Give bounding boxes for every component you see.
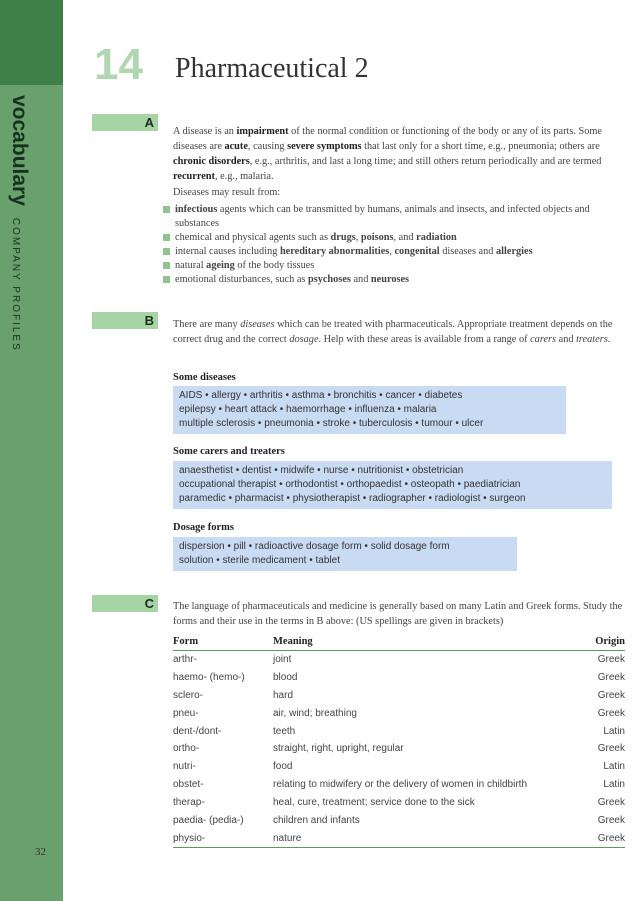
form-cell: paedia- (pedia-) xyxy=(173,814,244,826)
list-item-text: emotional disturbances, such as psychoses and neuroses xyxy=(175,274,410,285)
dosage-line: solution • sterile medicament • tablet xyxy=(179,555,340,566)
meaning-cell: children and infants xyxy=(273,814,360,826)
section-a-paragraph: A disease is an impairment of the normal condition or functioning of the body or any of its parts. Some diseases are acute, causing severe symptoms that last only for a short time, e.g., pneumonia; others are chronic disorders, e.g., arthritis, and last a long time; and still others return periodically and are termed recurrent, e.g., malaria. xyxy=(173,126,602,182)
form-cell: therap- xyxy=(173,797,205,809)
unit-number: 14 xyxy=(94,40,143,89)
column-header-form: Form xyxy=(173,636,273,651)
origin-cell: Greek xyxy=(597,743,625,755)
section-b-letter: B xyxy=(144,313,154,328)
section-c-paragraph: The language of pharmaceuticals and medicine is generally based on many Latin and Greek forms. Study the forms and their use in the terms in B above: (US spellings are given in brackets) xyxy=(173,601,623,627)
table-row xyxy=(173,812,625,830)
section-c-marker xyxy=(92,595,158,612)
section-a-cause-list xyxy=(163,203,623,287)
section-b-marker xyxy=(92,312,158,329)
list-item xyxy=(163,203,623,231)
sidebar-vocabulary-label: vocabulary xyxy=(8,95,31,206)
page-number: 32 xyxy=(35,846,46,858)
square-bullet-icon xyxy=(163,276,170,283)
diseases-heading: Some diseases xyxy=(173,372,236,383)
dosage-line: dispersion • pill • radioactive dosage form • solid dosage form xyxy=(179,541,450,552)
table-row xyxy=(173,686,625,704)
carers-line: occupational therapist • orthodontist • orthopaedist • osteopath • paediatrician xyxy=(179,479,521,490)
table-row xyxy=(173,668,625,686)
dosage-heading: Dosage forms xyxy=(173,522,234,533)
meaning-cell: air, wind; breathing xyxy=(273,707,357,719)
meaning-cell: food xyxy=(273,761,293,773)
column-header-meaning: Meaning xyxy=(273,636,573,651)
form-cell: sclero- xyxy=(173,689,204,701)
form-cell: obstet- xyxy=(173,779,204,791)
diseases-line: multiple sclerosis • pneumonia • stroke • tuberculosis • tumour • ulcer xyxy=(179,418,484,429)
form-cell: haemo- (hemo-) xyxy=(173,671,245,683)
table-row xyxy=(173,704,625,722)
diseases-line: AIDS • allergy • arthritis • asthma • bronchitis • cancer • diabetes xyxy=(179,390,463,401)
list-item-text: internal causes including hereditary abnormalities, congenital diseases and allergies xyxy=(175,246,533,257)
diseases-line: epilepsy • heart attack • haemorrhage • influenza • malaria xyxy=(179,404,437,415)
table-header-row xyxy=(173,636,625,651)
carers-line: anaesthetist • dentist • midwife • nurse • nutritionist • obstetrician xyxy=(179,465,464,476)
origin-cell: Greek xyxy=(597,814,625,826)
origin-cell: Greek xyxy=(597,689,625,701)
form-cell: ortho- xyxy=(173,743,200,755)
meaning-cell: heal, cure, treatment; service done to the sick xyxy=(273,797,475,809)
word-forms-table xyxy=(173,636,625,848)
meaning-cell: joint xyxy=(273,654,292,666)
diseases-word-box xyxy=(173,386,566,434)
carers-word-box xyxy=(173,461,612,509)
form-cell: dent-/dont- xyxy=(173,725,222,737)
origin-cell: Latin xyxy=(603,725,625,737)
table-row xyxy=(173,776,625,794)
list-item xyxy=(163,273,623,287)
origin-cell: Latin xyxy=(603,779,625,791)
meaning-cell: straight, right, upright, regular xyxy=(273,743,404,755)
table-row xyxy=(173,740,625,758)
carers-heading: Some carers and treaters xyxy=(173,446,285,457)
sidebar-top-block xyxy=(0,0,63,85)
meaning-cell: nature xyxy=(273,829,573,847)
list-item xyxy=(163,245,623,259)
table-row xyxy=(173,758,625,776)
section-a-letter: A xyxy=(144,115,154,130)
list-item xyxy=(163,231,623,245)
sidebar-company-profiles-label: COMPANY PROFILES xyxy=(10,217,21,352)
origin-cell: Greek xyxy=(597,654,625,666)
form-cell: physio- xyxy=(173,829,273,847)
table-row xyxy=(173,722,625,740)
page-title: Pharmaceutical 2 xyxy=(175,53,369,84)
meaning-cell: hard xyxy=(273,689,294,701)
list-item-text: infectious agents which can be transmitted by humans, animals and insects, and infected objects and substances xyxy=(175,204,590,229)
square-bullet-icon xyxy=(163,206,170,213)
green-sidebar xyxy=(0,0,63,901)
dosage-word-box xyxy=(173,537,517,571)
list-item xyxy=(163,259,623,273)
table-row xyxy=(173,829,625,847)
meaning-cell: blood xyxy=(273,671,298,683)
list-item-text: natural ageing of the body tissues xyxy=(175,260,315,271)
section-a-marker xyxy=(92,114,158,131)
sidebar-label xyxy=(7,95,31,352)
section-c-letter: C xyxy=(144,596,154,611)
origin-cell: Greek xyxy=(573,829,625,847)
list-item-text: chemical and physical agents such as drugs, poisons, and radiation xyxy=(175,232,457,243)
column-header-origin: Origin xyxy=(573,636,625,651)
table-row xyxy=(173,794,625,812)
square-bullet-icon xyxy=(163,262,170,269)
carers-line: paramedic • pharmacist • physiotherapist • radiographer • radiologist • surgeon xyxy=(179,493,526,504)
meaning-cell: teeth xyxy=(273,725,296,737)
meaning-cell: relating to midwifery or the delivery of women in childbirth xyxy=(273,779,527,791)
section-b-paragraph: There are many diseases which can be treated with pharmaceuticals. Appropriate treatment depends on the correct drug and the correct dosage. Help with these areas is available from a range of carers and treaters. xyxy=(173,319,613,345)
origin-cell: Greek xyxy=(597,707,625,719)
section-a-intro: Diseases may result from: xyxy=(173,187,281,198)
origin-cell: Greek xyxy=(597,671,625,683)
square-bullet-icon xyxy=(163,234,170,241)
square-bullet-icon xyxy=(163,248,170,255)
table-row xyxy=(173,651,625,669)
form-cell: arthr- xyxy=(173,654,197,666)
form-cell: pneu- xyxy=(173,707,199,719)
origin-cell: Greek xyxy=(597,797,625,809)
origin-cell: Latin xyxy=(603,761,625,773)
form-cell: nutri- xyxy=(173,761,196,773)
